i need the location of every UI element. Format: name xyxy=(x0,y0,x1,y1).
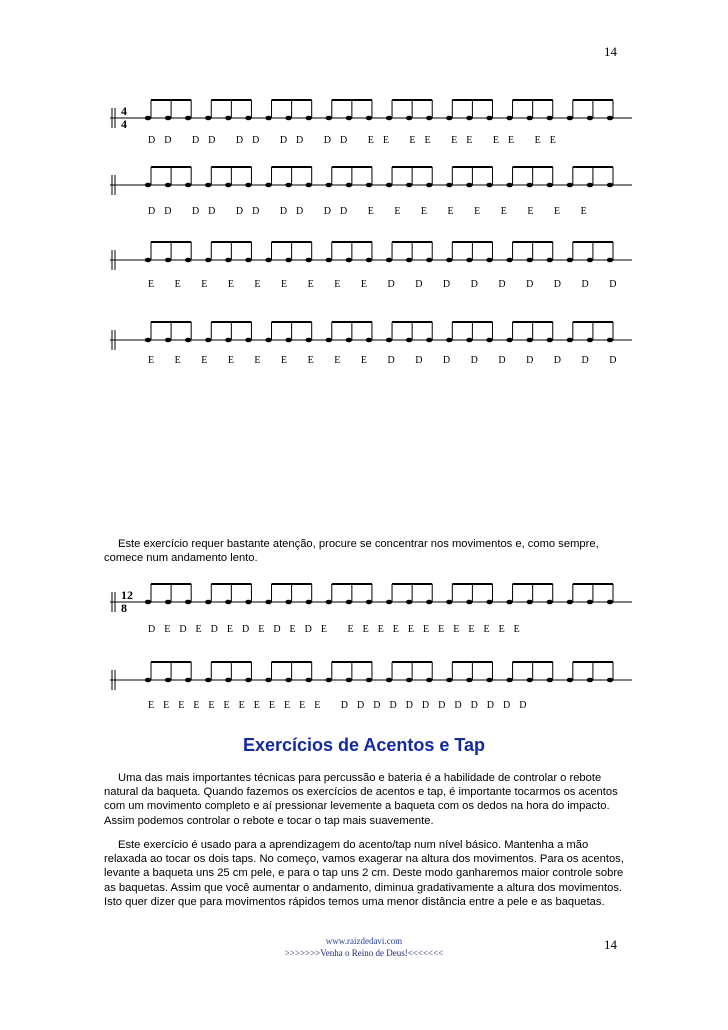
sticking-row: DD DD DD DD DD E E E E E E E E E xyxy=(148,206,596,217)
note xyxy=(225,600,231,605)
note xyxy=(305,678,311,683)
note xyxy=(486,678,492,683)
note xyxy=(265,678,271,683)
sticking-row: DEDEDEDEDEDE EEEEEEEEEEEE xyxy=(148,624,529,635)
time-signature-bottom: 4 xyxy=(121,117,127,131)
note xyxy=(547,600,553,605)
note xyxy=(326,678,332,683)
note xyxy=(326,600,332,605)
note xyxy=(406,600,412,605)
note xyxy=(506,600,512,605)
sticking-row: E E E E E E E E E D D D D D D D D D xyxy=(148,355,626,366)
note xyxy=(587,600,593,605)
page-number-bottom: 14 xyxy=(604,937,617,952)
paragraph-rebote: Uma das mais importantes técnicas para percussão e bateria é a habilidade de controlar o rebote natural da baqueta. Quando fazemos os exercícios de acentos e tap, é importante tocarmos os acentos com um movimento completo e aí pressionar levemente a baqueta com os dedos na hora do impacto. Assim podemos controlar o rebote e tocar o tap mais suavemente. xyxy=(104,772,618,827)
time-signature-bottom: 8 xyxy=(121,601,127,615)
note xyxy=(366,678,372,683)
note xyxy=(426,600,432,605)
note xyxy=(607,678,613,683)
sticking-row: E E E E E E E E E D D D D D D D D D xyxy=(148,279,626,290)
note xyxy=(506,678,512,683)
note xyxy=(567,678,573,683)
note xyxy=(245,600,251,605)
note xyxy=(526,678,532,683)
footer-url: www.raizdedavi.com xyxy=(325,936,403,946)
note xyxy=(406,678,412,683)
note xyxy=(165,678,171,683)
note xyxy=(567,600,573,605)
note xyxy=(185,678,191,683)
sticking-row: DD DD DD DD DD EE EE EE EE EE xyxy=(148,135,565,146)
note xyxy=(165,600,171,605)
note xyxy=(145,600,151,605)
intro-paragraph: Este exercício requer bastante atenção, procure se concentrar nos movimentos e, como sempre, comece num andamento lento. xyxy=(104,538,599,565)
note xyxy=(285,678,291,683)
note xyxy=(205,600,211,605)
note xyxy=(526,600,532,605)
page-number-top: 14 xyxy=(604,44,617,59)
time-signature-top: 4 xyxy=(121,104,127,118)
note xyxy=(466,600,472,605)
paragraph-exercicio: Este exercício é usado para a aprendizagem do acento/tap num nível básico. Mantenha a mão relaxada ao tocar os dois taps. No começo, vamos exagerar na altura dos movimentos. Para os acentos, levante a baqueta uns 25 cm pele, e para o tap uns 2 cm. Deste modo ganharemos maior controle sobre as baquetas. Assim que você aumentar o andamento, diminua gradativamente a altura dos movimentos. Isto quer dizer que para movimentos rápidos temos uma menor distância entre a pele e as baquetas. xyxy=(104,839,624,908)
sticking-row: EEEEEEEEEEEE DDDDDDDDDDDD xyxy=(148,700,536,711)
note xyxy=(366,600,372,605)
note xyxy=(486,600,492,605)
note xyxy=(305,600,311,605)
note xyxy=(145,678,151,683)
note xyxy=(205,678,211,683)
note xyxy=(386,678,392,683)
note xyxy=(285,600,291,605)
note xyxy=(587,678,593,683)
note xyxy=(446,600,452,605)
note xyxy=(245,678,251,683)
note xyxy=(265,600,271,605)
note xyxy=(346,678,352,683)
note xyxy=(426,678,432,683)
footer-tagline: >>>>>>>Venha o Reino de Deus!<<<<<<< xyxy=(284,948,444,958)
note xyxy=(466,678,472,683)
note xyxy=(386,600,392,605)
note xyxy=(446,678,452,683)
section-heading: Exercícios de Acentos e Tap xyxy=(242,735,486,755)
note xyxy=(185,600,191,605)
time-signature-top: 12 xyxy=(121,588,133,602)
note xyxy=(225,678,231,683)
note xyxy=(346,600,352,605)
note xyxy=(547,678,553,683)
note xyxy=(607,600,613,605)
